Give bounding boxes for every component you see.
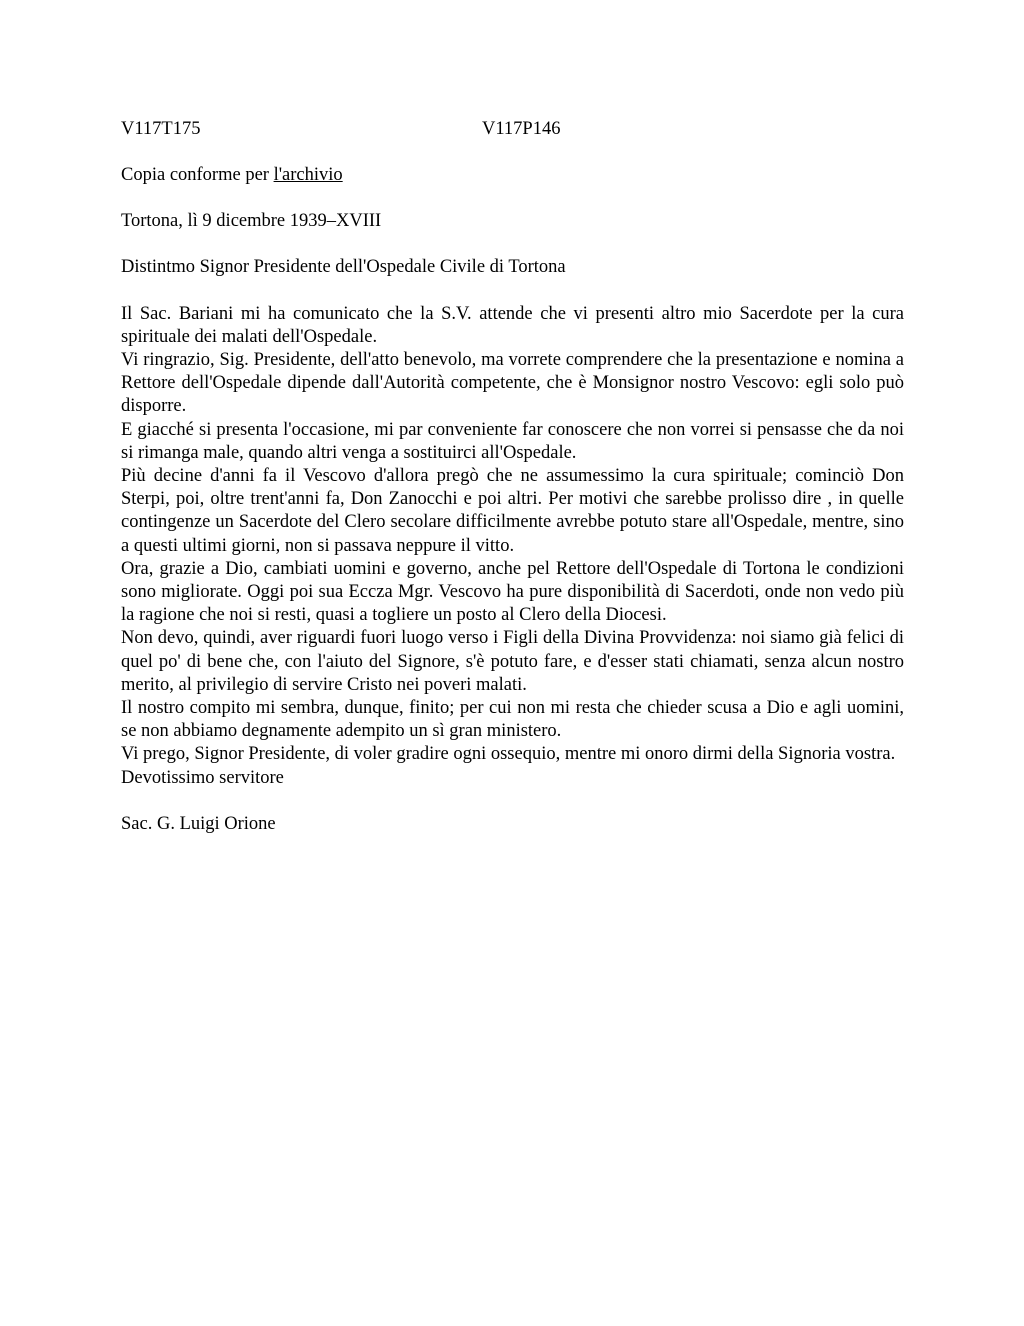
copy-note-prefix: Copia conforme per (121, 165, 274, 185)
body-paragraph: Vi prego, Signor Presidente, di voler gradire ogni ossequio, mentre mi onoro dirmi della Signoria vostra. (121, 744, 896, 765)
body-paragraph: Ora, grazie a Dio, cambiati uomini e governo, anche pel Rettore dell'Ospedale di Tortona le condizioni sono migliorate. Oggi poi sua Eccza Mgr. Vescovo ha pure disponibilità di Sacerdoti, onde non vedo più la ragione che noi si resti, quasi a togliere un posto al Clero della Diocesi. (121, 558, 904, 626)
copy-note (121, 164, 904, 187)
document-code-right: V117P146 (482, 119, 561, 139)
body-paragraph: Il Sac. Bariani mi ha comunicato che la S.V. attende che vi presenti altro mio Sacerdote per la cura spirituale dei malati dell'Ospedale. (121, 303, 904, 347)
letter-body (121, 303, 904, 767)
signature: Sac. G. Luigi Orione (121, 813, 276, 834)
body-paragraph: Vi ringrazio, Sig. Presidente, dell'atto benevolo, ma vorrete comprendere che la presentazione e nomina a Rettore dell'Ospedale dipende dall'Autorità competente, che è Monsignor nostro Vescovo: egli solo può disporre. (121, 350, 904, 417)
document-code-left: V117T175 (121, 119, 201, 139)
date-line: Tortona, lì 9 dicembre 1939–XVIII (121, 211, 382, 232)
copy-note-archive: l'archivio (273, 165, 343, 185)
letter-page (121, 118, 904, 836)
body-paragraph: Non devo, quindi, aver riguardi fuori luogo verso i Figli della Divina Provvidenza: noi siamo già felici di quel po' di bene che, con l'aiuto del Signore, s'è potuto fare, e d'esser stati chiamati, senza alcun nostro merito, al privilegio di servire Cristo nei poveri malati. (121, 628, 904, 695)
salutation: Distintmo Signor Presidente dell'Ospedale Civile di Tortona (121, 257, 566, 278)
closing: Devotissimo servitore (121, 767, 284, 788)
body-paragraph: Il nostro compito mi sembra, dunque, finito; per cui non mi resta che chieder scusa a Dio e agli uomini, se non abbiamo degnamente adempito un sì gran ministero. (121, 698, 904, 742)
document-codes (121, 118, 904, 141)
body-paragraph: Più decine d'anni fa il Vescovo d'allora pregò che ne assumessimo la cura spirituale; cominciò Don Sterpi, poi, oltre trent'anni fa, Don Zanocchi e poi altri. Per motivi che sarebbe prolisso dire , in quelle contingenze un Sacerdote del Clero secolare difficilmente avrebbe potuto stare all'Ospedale, mentre, sino a questi ultimi giorni, non si passava neppure il vitto. (121, 466, 904, 556)
body-paragraph: E giacché si presenta l'occasione, mi par conveniente far conoscere che non vorrei si pensasse che da noi si rimanga male, quando altri venga a sostituirci all'Ospedale. (121, 419, 904, 463)
